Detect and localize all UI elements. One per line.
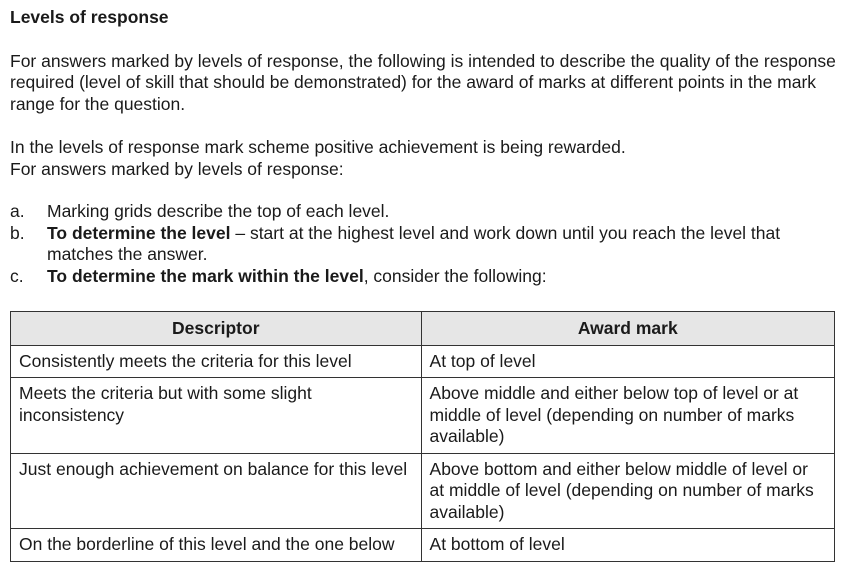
intro-paragraph: For answers marked by levels of response, the following is intended to describe the quality of the response required (level of skill that should be demonstrated) for the award of marks at different points in the mark range for the question.: [10, 50, 836, 114]
list-item-bold: To determine the level: [47, 222, 231, 243]
list-item-body: Marking grids describe the top of each level.: [47, 201, 390, 221]
descriptor-cell: Just enough achievement on balance for this level: [11, 453, 422, 529]
list-item-bold: To determine the mark within the level: [47, 265, 364, 286]
list-marker: b.: [10, 222, 25, 243]
award-mark-table: [10, 311, 835, 562]
list-item-body: – start at the highest level and work down until you reach the level that matches the answer.: [47, 222, 781, 264]
award-mark-cell: At bottom of level: [421, 529, 834, 562]
section-heading: Levels of response: [10, 7, 169, 27]
list-marker: a.: [10, 201, 25, 221]
table-row: [11, 453, 835, 529]
positive-achievement-line: In the levels of response mark scheme positive achievement is being rewarded.: [10, 137, 626, 157]
document-page: [10, 7, 840, 287]
award-mark-cell: Above middle and either below top of level or at middle of level (depending on number of marks available): [421, 378, 834, 454]
award-mark-cell: Above bottom and either below middle of level or at middle of level (depending on number of marks available): [421, 453, 834, 529]
list-item-text: [47, 201, 389, 223]
descriptor-cell: Consistently meets the criteria for this level: [11, 345, 422, 378]
header-award-mark: Award mark: [421, 312, 834, 346]
list-item: [10, 266, 840, 288]
header-descriptor: Descriptor: [11, 312, 422, 346]
instruction-list: [10, 201, 840, 287]
table-row: [11, 345, 835, 378]
list-item: [10, 201, 840, 223]
table-row: [11, 529, 835, 562]
award-mark-cell: At top of level: [421, 345, 834, 378]
table-header-row: [11, 312, 835, 346]
list-item-text: [47, 266, 547, 288]
list-item-body: , consider the following:: [363, 265, 547, 286]
list-marker: c.: [10, 265, 24, 286]
list-item: [10, 223, 840, 266]
table-row: [11, 378, 835, 454]
list-item-text: [47, 223, 840, 266]
answers-marked-line: For answers marked by levels of response:: [10, 158, 344, 179]
descriptor-cell: Meets the criteria but with some slight inconsistency: [11, 378, 422, 454]
descriptor-cell: On the borderline of this level and the one below: [11, 529, 422, 562]
